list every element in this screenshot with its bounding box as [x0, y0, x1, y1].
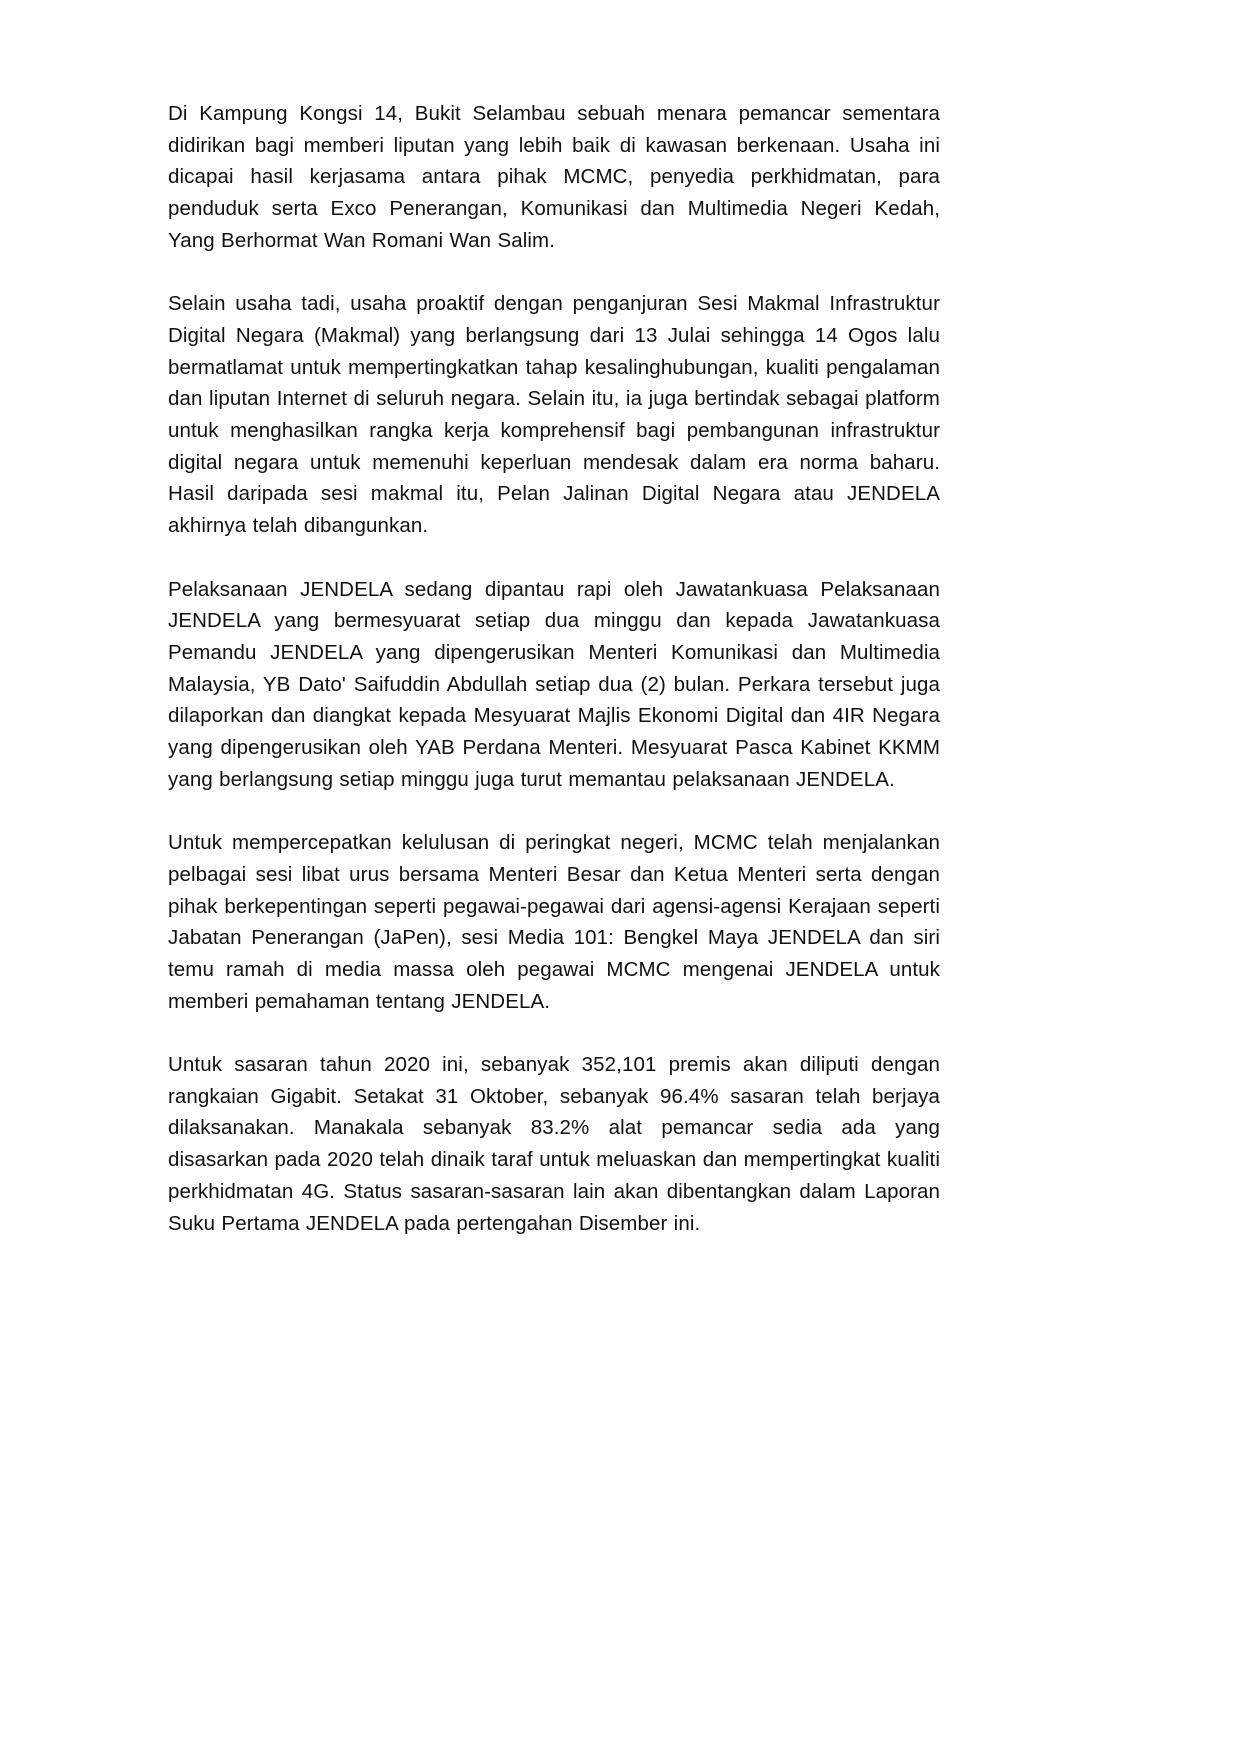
- paragraph-2020-targets: Untuk sasaran tahun 2020 ini, sebanyak 352,101 premis akan diliputi dengan rangkaian Gigabit. Setakat 31 Oktober, sebanyak 96.4% sasaran telah berjaya dilaksanakan. Manakala sebanyak 83.2% alat pemancar sedia ada yang disasarkan pada 2020 telah dinaik taraf untuk meluaskan dan mempertingkat kualiti perkhidmatan 4G. Status sasaran-sasaran lain akan dibentangkan dalam Laporan Suku Pertama JENDELA pada pertengahan Disember ini.: [168, 1053, 940, 1235]
- paragraph-makmal-session: Selain usaha tadi, usaha proaktif dengan penganjuran Sesi Makmal Infrastruktur Digital Negara (Makmal) yang berlangsung dari 13 Julai sehingga 14 Ogos lalu bermatlamat untuk mempertingkatkan tahap kesalinghubungan, kualiti pengalaman dan liputan Internet di seluruh negara. Selain itu, ia juga bertindak sebagai platform untuk menghasilkan rangka kerja komprehensif bagi pembangunan infrastruktur digital negara untuk memenuhi keperluan mendesak dalam era norma baharu. Hasil daripada sesi makmal itu, Pelan Jalinan Digital Negara atau JENDELA akhirnya telah dibangunkan.: [168, 292, 940, 538]
- paragraph-state-approval: Untuk mempercepatkan kelulusan di peringkat negeri, MCMC telah menjalankan pelbagai sesi libat urus bersama Menteri Besar dan Ketua Menteri serta dengan pihak berkepentingan seperti pegawai-pegawai dari agensi-agensi Kerajaan seperti Jabatan Penerangan (JaPen), sesi Media 101: Bengkel Maya JENDELA dan siri temu ramah di media massa oleh pegawai MCMC mengenai JENDELA untuk memberi pemahaman tentang JENDELA.: [168, 831, 940, 1013]
- paragraph-jendela-monitoring: Pelaksanaan JENDELA sedang dipantau rapi oleh Jawatankuasa Pelaksanaan JENDELA yang bermesyuarat setiap dua minggu dan kepada Jawatankuasa Pemandu JENDELA yang dipengerusikan Menteri Komunikasi dan Multimedia Malaysia, YB Dato' Saifuddin Abdullah setiap dua (2) bulan. Perkara tersebut juga dilaporkan dan diangkat kepada Mesyuarat Majlis Ekonomi Digital dan 4IR Negara yang dipengerusikan oleh YAB Perdana Menteri. Mesyuarat Pasca Kabinet KKMM yang berlangsung setiap minggu juga turut memantau pelaksanaan JENDELA.: [168, 577, 940, 791]
- paragraph-bukit-selambau-tower: Di Kampung Kongsi 14, Bukit Selambau sebuah menara pemancar sementara didirikan bagi memberi liputan yang lebih baik di kawasan berkenaan. Usaha ini dicapai hasil kerjasama antara pihak MCMC, penyedia perkhidmatan, para penduduk serta Exco Penerangan, Komunikasi dan Multimedia Negeri Kedah, Yang Berhormat Wan Romani Wan Salim.: [168, 102, 940, 252]
- document-page: [168, 98, 940, 1271]
